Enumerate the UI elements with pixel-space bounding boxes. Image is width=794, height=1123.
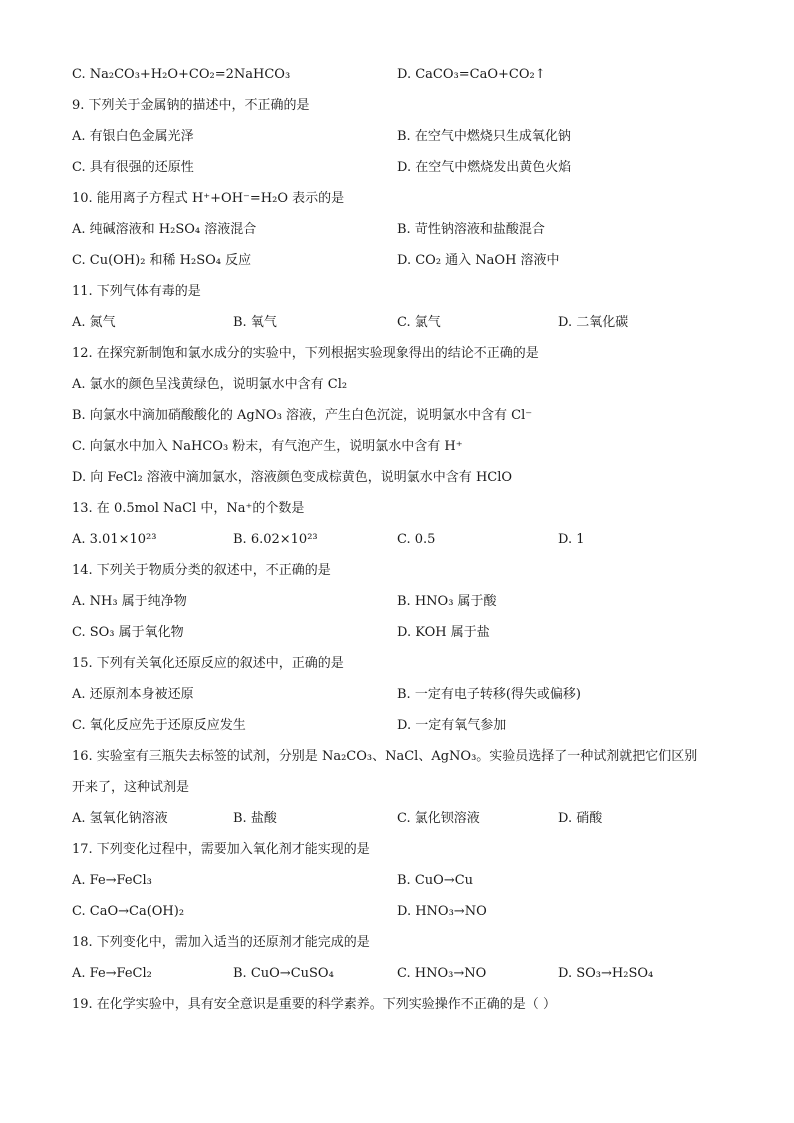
- answer-option: C. 具有很强的还原性: [72, 160, 194, 175]
- question-line: 15. 下列有关氧化还原反应的叙述中，正确的是: [72, 656, 344, 671]
- answer-option: B. HNO₃ 属于酸: [397, 594, 497, 609]
- answer-option: A. 3.01×10²³: [72, 532, 157, 547]
- answer-option: A. NH₃ 属于纯净物: [72, 594, 187, 609]
- question-line: B. 向氯水中滴加硝酸酸化的 AgNO₃ 溶液，产生白色沉淀，说明氯水中含有 Cl⁻: [72, 408, 533, 423]
- question-line: C. 向氯水中加入 NaHCO₃ 粉末，有气泡产生，说明氯水中含有 H⁺: [72, 439, 463, 454]
- answer-option: B. 在空气中燃烧只生成氧化钠: [397, 129, 571, 144]
- answer-option: A. 还原剂本身被还原: [72, 687, 194, 702]
- question-line: 10. 能用离子方程式 H⁺+OH⁻=H₂O 表示的是: [72, 191, 345, 206]
- answer-option: D. HNO₃→NO: [397, 904, 487, 919]
- question-line: 17. 下列变化过程中，需要加入氧化剂才能实现的是: [72, 842, 370, 857]
- answer-option: C. 氯化钡溶液: [397, 811, 480, 826]
- answer-option: D. 硝酸: [558, 811, 603, 826]
- question-line: A. 氯水的颜色呈浅黄绿色，说明氯水中含有 Cl₂: [72, 377, 348, 392]
- answer-option: B. 盐酸: [233, 811, 277, 826]
- answer-option: B. 苛性钠溶液和盐酸混合: [397, 222, 545, 237]
- answer-option: A. Fe→FeCl₂: [72, 966, 152, 981]
- answer-option: D. CaCO₃=CaO+CO₂↑: [397, 67, 546, 82]
- answer-option: C. SO₃ 属于氧化物: [72, 625, 184, 640]
- answer-option: D. 二氧化碳: [558, 315, 629, 330]
- answer-option: B. 氧气: [233, 315, 277, 330]
- question-line: 18. 下列变化中，需加入适当的还原剂才能完成的是: [72, 935, 370, 950]
- question-line: 12. 在探究新制饱和氯水成分的实验中，下列根据实验现象得出的结论不正确的是: [72, 346, 539, 361]
- question-line: 13. 在 0.5mol NaCl 中，Na⁺的个数是: [72, 501, 305, 516]
- answer-option: D. 1: [558, 532, 585, 547]
- answer-option: D. 一定有氧气参加: [397, 718, 507, 733]
- question-line: 19. 在化学实验中，具有安全意识是重要的科学素养。下列实验操作不正确的是（ ）: [72, 997, 556, 1012]
- answer-option: D. SO₃→H₂SO₄: [558, 966, 654, 981]
- answer-option: B. CuO→Cu: [397, 873, 474, 888]
- answer-option: C. 0.5: [397, 532, 436, 547]
- answer-option: C. HNO₃→NO: [397, 966, 487, 981]
- answer-option: D. KOH 属于盐: [397, 625, 490, 640]
- question-line: 14. 下列关于物质分类的叙述中，不正确的是: [72, 563, 331, 578]
- question-line: 11. 下列气体有毒的是: [72, 284, 201, 299]
- answer-option: C. CaO→Ca(OH)₂: [72, 904, 185, 919]
- answer-option: C. 氧化反应先于还原反应发生: [72, 718, 246, 733]
- answer-option: A. 氢氧化钠溶液: [72, 811, 168, 826]
- answer-option: C. Cu(OH)₂ 和稀 H₂SO₄ 反应: [72, 253, 252, 268]
- answer-option: B. 一定有电子转移(得失或偏移): [397, 687, 581, 702]
- answer-option: B. CuO→CuSO₄: [233, 966, 334, 981]
- answer-option: C. 氯气: [397, 315, 441, 330]
- question-line: 16. 实验室有三瓶失去标签的试剂，分别是 Na₂CO₃、NaCl、AgNO₃。实验员选择了一种试剂就把它们区别: [72, 749, 698, 764]
- answer-option: C. Na₂CO₃+H₂O+CO₂=2NaHCO₃: [72, 67, 291, 82]
- answer-option: A. Fe→FeCl₃: [72, 873, 152, 888]
- question-line: 9. 下列关于金属钠的描述中，不正确的是: [72, 98, 310, 113]
- answer-option: B. 6.02×10²³: [233, 532, 318, 547]
- answer-option: A. 氮气: [72, 315, 116, 330]
- answer-option: A. 纯碱溶液和 H₂SO₄ 溶液混合: [72, 222, 257, 237]
- answer-option: A. 有银白色金属光泽: [72, 129, 194, 144]
- answer-option: D. 在空气中燃烧发出黄色火焰: [397, 160, 572, 175]
- question-line: 开来了，这种试剂是: [72, 780, 190, 795]
- question-line: D. 向 FeCl₂ 溶液中滴加氯水，溶液颜色变成棕黄色，说明氯水中含有 HClO: [72, 470, 513, 485]
- answer-option: D. CO₂ 通入 NaOH 溶液中: [397, 253, 560, 268]
